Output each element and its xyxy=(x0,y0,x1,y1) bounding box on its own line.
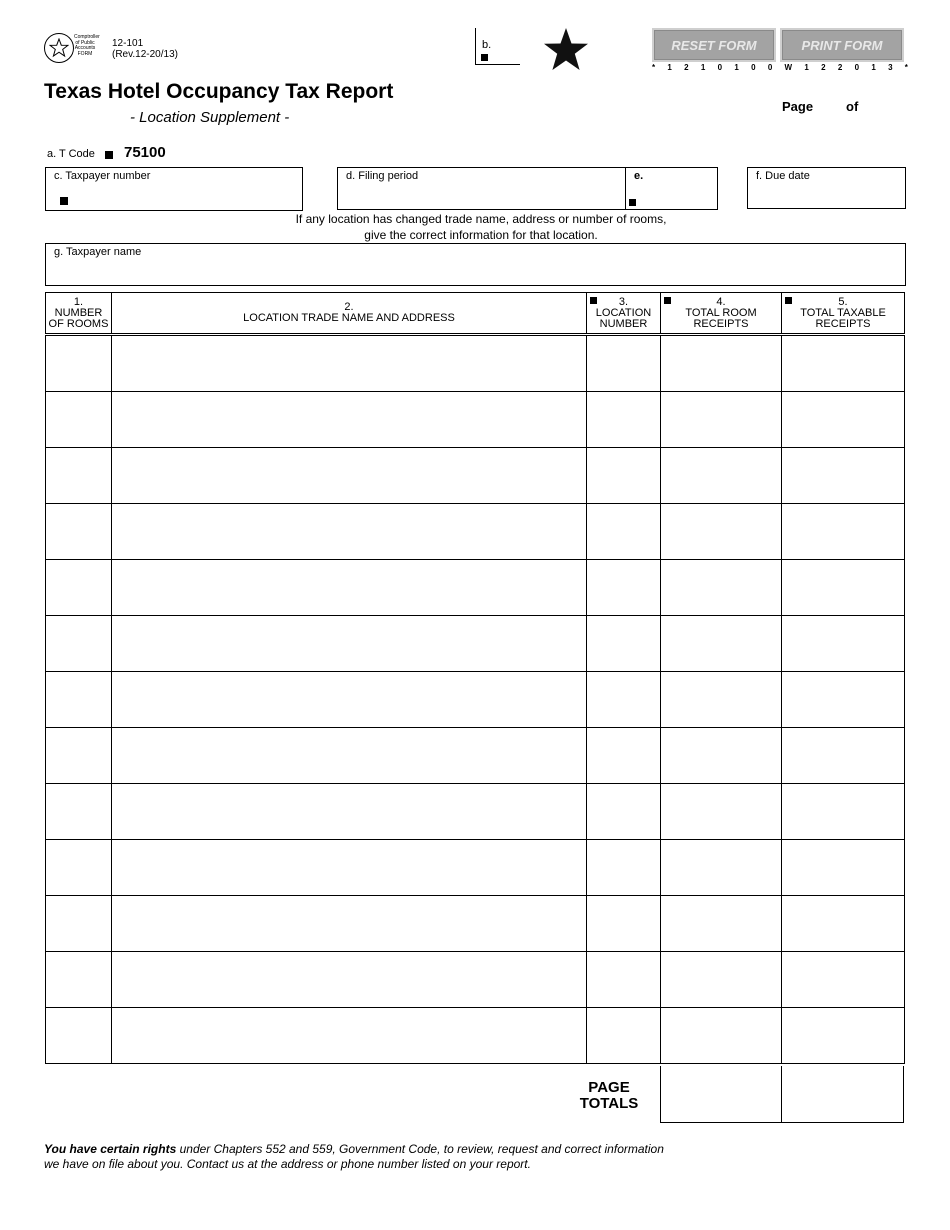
field-e-marker-icon xyxy=(629,199,636,206)
barcode-char: 0 xyxy=(854,63,860,72)
total-room-receipts-cell[interactable] xyxy=(661,448,782,504)
total-room-receipts-cell[interactable] xyxy=(661,672,782,728)
taxpayer-number-field[interactable] xyxy=(45,167,303,211)
total-room-receipts-cell[interactable] xyxy=(661,896,782,952)
trade-name-address-cell[interactable] xyxy=(112,392,587,448)
privacy-notice xyxy=(44,1142,664,1172)
number-of-rooms-cell[interactable] xyxy=(46,1008,112,1064)
total-taxable-receipts-cell[interactable] xyxy=(782,392,905,448)
trade-name-address-cell[interactable] xyxy=(112,840,587,896)
number-of-rooms-cell[interactable] xyxy=(46,728,112,784)
table-row xyxy=(46,952,905,1008)
trade-name-address-cell[interactable] xyxy=(112,728,587,784)
number-of-rooms-cell[interactable] xyxy=(46,616,112,672)
total-room-receipts-cell[interactable] xyxy=(661,392,782,448)
barcode-char: 2 xyxy=(684,63,689,72)
table-row xyxy=(46,728,905,784)
field-e[interactable] xyxy=(625,167,718,210)
total-taxable-receipts-cell[interactable] xyxy=(782,616,905,672)
taxpayer-name-field[interactable] xyxy=(45,243,906,286)
print-form-button[interactable]: PRINT FORM xyxy=(780,28,904,62)
page-title: Texas Hotel Occupancy Tax Report xyxy=(44,80,394,103)
form-revision: (Rev.12-20/13) xyxy=(112,49,178,60)
total-taxable-receipts-cell[interactable] xyxy=(782,840,905,896)
of-label: of xyxy=(846,99,859,114)
barcode-char: * xyxy=(652,63,656,72)
trade-name-address-cell[interactable] xyxy=(112,504,587,560)
table-row xyxy=(46,335,905,392)
barcode-char: 0 xyxy=(751,63,756,72)
page-label: Page xyxy=(782,99,814,114)
number-of-rooms-cell[interactable] xyxy=(46,672,112,728)
number-of-rooms-cell[interactable] xyxy=(46,504,112,560)
number-of-rooms-cell[interactable] xyxy=(46,335,112,392)
comptroller-seal-icon xyxy=(44,33,74,63)
number-of-rooms-cell[interactable] xyxy=(46,784,112,840)
total-room-receipts-cell[interactable] xyxy=(661,1008,782,1064)
location-number-cell[interactable] xyxy=(587,448,661,504)
page-totals-label: PAGE TOTALS xyxy=(579,1079,639,1112)
tcode-marker-icon xyxy=(105,151,113,159)
location-number-cell[interactable] xyxy=(587,728,661,784)
total-taxable-receipts-cell[interactable] xyxy=(782,952,905,1008)
barcode-char: 1 xyxy=(667,63,672,72)
location-table-wrap xyxy=(45,292,904,1064)
location-number-cell[interactable] xyxy=(587,896,661,952)
taxpayer-number-label: c. Taxpayer number xyxy=(54,170,151,182)
table-row xyxy=(46,672,905,728)
number-of-rooms-cell[interactable] xyxy=(46,560,112,616)
barcode-char: 0 xyxy=(717,63,723,72)
col-location-number-header: 3. LOCATION NUMBER xyxy=(587,293,661,335)
total-room-receipts-cell[interactable] xyxy=(661,784,782,840)
trade-name-address-cell[interactable] xyxy=(112,896,587,952)
col-trade-name-header: 2. LOCATION TRADE NAME AND ADDRESS xyxy=(112,293,587,335)
total-room-receipts-cell[interactable] xyxy=(661,952,782,1008)
form-number: 12-101 xyxy=(112,38,144,49)
barcode-char: 1 xyxy=(871,63,876,72)
total-room-receipts-cell[interactable] xyxy=(661,728,782,784)
location-number-cell[interactable] xyxy=(587,560,661,616)
box-b-label: b. xyxy=(482,39,492,51)
taxpayer-name-label: g. Taxpayer name xyxy=(54,246,142,258)
note-line-2: give the correct information for that location. xyxy=(364,228,598,242)
filing-period-field[interactable] xyxy=(337,167,626,210)
barcode-char: 2 xyxy=(837,63,843,72)
location-number-cell[interactable] xyxy=(587,1008,661,1064)
taxpayer-number-marker-icon xyxy=(60,197,68,205)
location-number-cell[interactable] xyxy=(587,504,661,560)
number-of-rooms-cell[interactable] xyxy=(46,840,112,896)
trade-name-address-cell[interactable] xyxy=(112,1008,587,1064)
total-taxable-receipts-cell[interactable] xyxy=(782,784,905,840)
trade-name-address-cell[interactable] xyxy=(112,448,587,504)
trade-name-address-cell[interactable] xyxy=(112,335,587,392)
trade-name-address-cell[interactable] xyxy=(112,672,587,728)
tcode-label: a. T Code xyxy=(47,148,95,160)
total-taxable-receipts-cell[interactable] xyxy=(782,560,905,616)
box-b-marker-icon xyxy=(481,54,488,61)
table-row xyxy=(46,616,905,672)
location-table xyxy=(45,292,905,1064)
page-total-room-receipts-cell[interactable] xyxy=(660,1066,782,1123)
box-b[interactable] xyxy=(475,28,520,65)
trade-name-address-cell[interactable] xyxy=(112,952,587,1008)
col5-marker-icon xyxy=(785,297,792,304)
location-number-cell[interactable] xyxy=(587,672,661,728)
reset-form-button[interactable]: RESET FORM xyxy=(652,28,776,62)
col-total-taxable-receipts-header: 5. TOTAL TAXABLE RECEIPTS xyxy=(782,293,905,335)
col4-marker-icon xyxy=(664,297,671,304)
location-number-cell[interactable] xyxy=(587,784,661,840)
col3-marker-icon xyxy=(590,297,597,304)
privacy-notice-line-2: we have on file about you. Contact us at the address or phone number listed on your report. xyxy=(44,1157,531,1171)
total-taxable-receipts-cell[interactable] xyxy=(782,728,905,784)
barcode-char: 1 xyxy=(700,63,706,72)
total-room-receipts-cell[interactable] xyxy=(661,560,782,616)
due-date-field[interactable] xyxy=(747,167,906,209)
total-room-receipts-cell[interactable] xyxy=(661,616,782,672)
number-of-rooms-cell[interactable] xyxy=(46,448,112,504)
table-header-row xyxy=(46,293,905,335)
table-row xyxy=(46,392,905,448)
location-number-cell[interactable] xyxy=(587,840,661,896)
barcode-char: 2 xyxy=(821,63,826,72)
barcode-char: 1 xyxy=(734,63,739,72)
total-room-receipts-cell[interactable] xyxy=(661,840,782,896)
barcode-char: 3 xyxy=(888,63,893,72)
number-of-rooms-cell[interactable] xyxy=(46,392,112,448)
total-taxable-receipts-cell[interactable] xyxy=(782,448,905,504)
total-taxable-receipts-cell[interactable] xyxy=(782,672,905,728)
location-change-note xyxy=(250,211,712,243)
page-subtitle: - Location Supplement - xyxy=(130,109,290,126)
barcode-char: 1 xyxy=(804,63,809,72)
note-line-1: If any location has changed trade name, address or number of rooms, xyxy=(295,212,667,226)
location-number-cell[interactable] xyxy=(587,952,661,1008)
privacy-notice-line-1: You have certain rights under Chapters 552 and 559, Government Code, to review, request and correct information xyxy=(44,1142,664,1156)
tcode-value: 75100 xyxy=(124,144,166,161)
total-taxable-receipts-cell[interactable] xyxy=(782,896,905,952)
due-date-label: f. Due date xyxy=(756,170,810,182)
total-room-receipts-cell[interactable] xyxy=(661,504,782,560)
table-row xyxy=(46,896,905,952)
total-taxable-receipts-cell[interactable] xyxy=(782,1008,905,1064)
barcode-char: * xyxy=(904,63,908,72)
table-row xyxy=(46,448,905,504)
barcode-char: 0 xyxy=(767,63,773,72)
trade-name-address-cell[interactable] xyxy=(112,616,587,672)
table-row xyxy=(46,504,905,560)
table-row xyxy=(46,840,905,896)
location-number-cell[interactable] xyxy=(587,616,661,672)
number-of-rooms-cell[interactable] xyxy=(46,952,112,1008)
table-row xyxy=(46,1008,905,1064)
table-row xyxy=(46,784,905,840)
seal-text: Comptroller of Public Accounts FORM xyxy=(74,34,100,57)
filing-period-label: d. Filing period xyxy=(346,170,419,182)
trade-name-address-cell[interactable] xyxy=(112,784,587,840)
table-row xyxy=(46,560,905,616)
barcode-char: W xyxy=(784,63,793,72)
total-taxable-receipts-cell[interactable] xyxy=(782,335,905,392)
star-icon xyxy=(543,27,589,71)
form-barcode xyxy=(652,63,908,72)
trade-name-address-cell[interactable] xyxy=(112,560,587,616)
page-total-taxable-receipts-cell[interactable] xyxy=(781,1066,904,1123)
total-room-receipts-cell[interactable] xyxy=(661,335,782,392)
field-e-label: e. xyxy=(634,170,644,182)
total-taxable-receipts-cell[interactable] xyxy=(782,504,905,560)
form-number-block xyxy=(112,38,178,60)
col-total-room-receipts-header: 4. TOTAL ROOM RECEIPTS xyxy=(661,293,782,335)
col-number-of-rooms-header: 1. NUMBER OF ROOMS xyxy=(46,293,112,335)
location-number-cell[interactable] xyxy=(587,392,661,448)
location-number-cell[interactable] xyxy=(587,335,661,392)
number-of-rooms-cell[interactable] xyxy=(46,896,112,952)
